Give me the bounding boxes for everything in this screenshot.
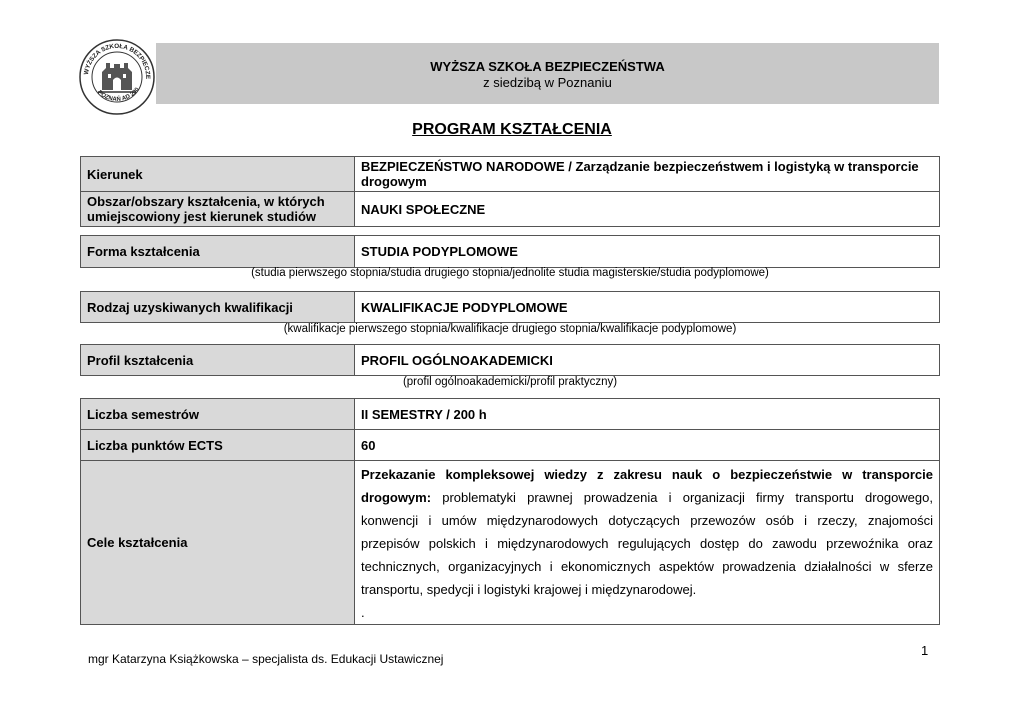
kierunek-label: Kierunek: [81, 157, 355, 192]
svg-text:WYŻSZA SZKOŁA BEZPIECZEŃSTWA: WYŻSZA SZKOŁA BEZPIECZE: [82, 42, 152, 80]
ects-value: 60: [355, 430, 940, 461]
cele-value-text: problematyki prawnej prowadzenia i organizacji firmy transportu drogowego, konwencji i umów międzynarodowych dotyczących przewozów osób i rzeczy, znajomości przepisów polskich i międzynarodowych regulujących dostęp do zawodu przewoźnika oraz technicznych, organizacyjnych i ekonomicznych aspektów prowadzenia działalności w sferze transportu, spedycji i logistyki krajowej i międzynarodowej.: [361, 490, 933, 597]
program-table-forma: [80, 235, 940, 268]
program-table-kwalifikacje: [80, 291, 940, 323]
header-band: [156, 43, 939, 104]
school-seat: z siedzibą w Poznaniu: [483, 75, 612, 90]
profil-label: Profil kształcenia: [81, 345, 355, 376]
kwalifikacje-label: Rodzaj uzyskiwanych kwalifikacji: [81, 292, 355, 323]
school-name: WYŻSZA SZKOŁA BEZPIECZEŃSTWA: [430, 59, 665, 74]
forma-value: STUDIA PODYPLOMOWE: [355, 236, 940, 268]
cele-value-bold: Przekazanie kompleksowej wiedzy z zakresu nauk o bezpieczeństwie w transporcie drogowym:: [361, 467, 933, 505]
program-table-kierunek: [80, 156, 940, 227]
semestry-label: Liczba semestrów: [81, 399, 355, 430]
cele-label: Cele kształcenia: [81, 461, 355, 625]
forma-note: (studia pierwszego stopnia/studia drugiego stopnia/jednolite studia magisterskie/studia podyplomowe): [251, 267, 769, 279]
kwalifikacje-note: (kwalifikacje pierwszego stopnia/kwalifikacje drugiego stopnia/kwalifikacje podyplomowe): [283, 323, 737, 335]
svg-text:POZNAŃ AD 2004: POZNAŃ AD 200: [96, 86, 141, 103]
program-table-details: [80, 398, 940, 625]
profil-value: PROFIL OGÓLNOAKADEMICKI: [355, 345, 940, 376]
footer-author: mgr Katarzyna Książkowska – specjalista ds. Edukacji Ustawicznej: [88, 652, 444, 666]
school-seal-logo: [78, 38, 156, 116]
document-title: PROGRAM KSZTAŁCENIA: [412, 121, 612, 138]
profil-note: (profil ogólnoakademicki/profil praktyczny): [402, 376, 618, 388]
ects-label: Liczba punktów ECTS: [81, 430, 355, 461]
program-table-profil: [80, 344, 940, 376]
obszar-value: NAUKI SPOŁECZNE: [355, 192, 940, 227]
cele-value: [355, 461, 940, 625]
obszar-label: Obszar/obszary kształcenia, w których umiejscowiony jest kierunek studiów: [81, 192, 355, 227]
kwalifikacje-value: KWALIFIKACJE PODYPLOMOWE: [355, 292, 940, 323]
forma-label: Forma kształcenia: [81, 236, 355, 268]
semestry-value: II SEMESTRY / 200 h: [355, 399, 940, 430]
page-number: 1: [921, 643, 929, 658]
kierunek-value: BEZPIECZEŃSTWO NARODOWE / Zarządzanie bezpieczeństwem i logistyką w transporcie drogowym: [355, 157, 940, 192]
cele-trailing: .: [361, 605, 365, 620]
